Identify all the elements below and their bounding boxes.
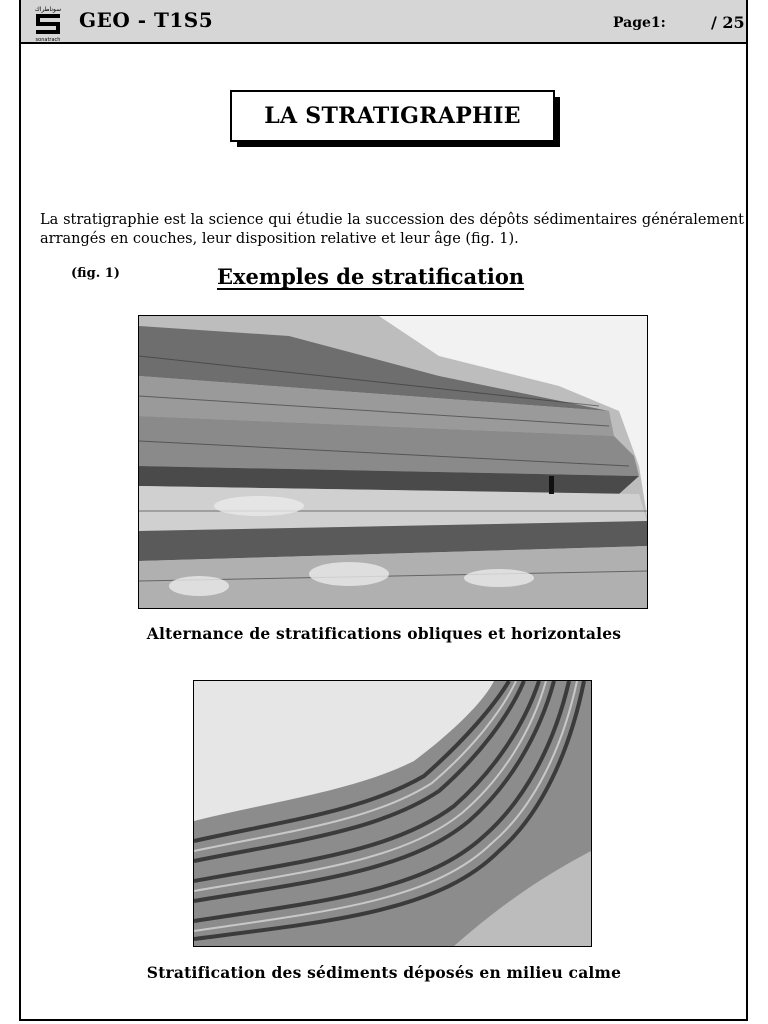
figure-reference: (fig. 1) (71, 266, 120, 281)
section-heading: Exemples de stratification (217, 264, 525, 289)
page-number-label: Page1: (613, 15, 666, 31)
page-header (19, 0, 748, 44)
figure-caption-1: Alternance de stratifications obliques et horizontales (146, 624, 622, 643)
document-code: GEO - T1S5 (79, 8, 214, 32)
svg-text:سوناطراك: سوناطراك (34, 6, 62, 13)
intro-paragraph: La stratigraphie est la science qui étudie la succession des dépôts sédimentaires généralement arrangés en couches, leur disposition relative et leur âge (fig. 1). (40, 211, 744, 247)
figure-caption-2: Stratification des sédiments déposés en milieu calme (146, 963, 622, 982)
photo-oblique-horizontal-strata (138, 315, 648, 609)
photo-calm-water-strata (193, 680, 592, 947)
page-title: LA STRATIGRAPHIE (230, 90, 555, 142)
svg-text:sonatrach: sonatrach (35, 37, 61, 42)
page-total: / 25 (711, 13, 745, 32)
sonatrach-logo (26, 4, 70, 42)
